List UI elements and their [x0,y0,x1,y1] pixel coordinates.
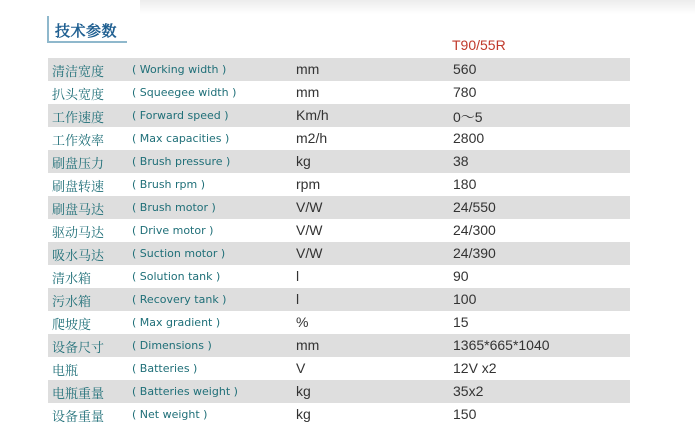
spec-name-cn: 电瓶 [52,364,79,379]
spec-name-cn: 刷盘马达 [52,203,105,218]
spec-name-cn: 扒头宽度 [52,88,105,103]
spec-name-cn: 清洁宽度 [52,65,105,80]
spec-row [48,242,630,265]
spec-unit: m2/h [296,130,328,146]
model-number: T90/55R [452,37,506,53]
spec-row [48,265,630,288]
spec-name-en: ( Brush pressure ) [132,155,231,168]
spec-unit: mm [296,337,320,353]
spec-unit: kg [296,153,311,169]
spec-value: 100 [453,291,477,307]
spec-unit: V/W [296,199,323,215]
spec-unit: Km/h [296,107,329,123]
spec-unit: kg [296,383,311,399]
spec-name-cn: 爬坡度 [52,318,92,333]
spec-name-en: ( Dimensions ) [132,339,212,352]
spec-value: 15 [453,314,469,330]
spec-name-en: ( Batteries weight ) [132,385,238,398]
spec-row [48,150,630,173]
spec-name-en: ( Forward speed ) [132,109,229,122]
spec-table [48,58,630,426]
spec-unit: l [296,268,300,284]
spec-name-cn: 设备尺寸 [52,341,105,356]
spec-unit: V [296,360,306,376]
spec-name-cn: 污水箱 [52,295,92,310]
spec-name-cn: 工作速度 [52,111,105,126]
spec-name-cn: 工作效率 [52,134,105,149]
spec-name-cn: 清水箱 [52,272,92,287]
spec-value: 560 [453,61,477,77]
spec-name-cn: 电瓶重量 [52,387,105,402]
spec-name-en: ( Drive motor ) [132,224,214,237]
spec-row [48,357,630,380]
spec-unit: rpm [296,176,321,192]
spec-value: 12V x2 [453,360,497,376]
spec-unit: % [296,314,309,330]
spec-name-cn: 刷盘转速 [52,180,105,195]
spec-name-en: ( Batteries ) [132,362,198,375]
spec-row [48,173,630,196]
spec-row [48,104,630,127]
spec-value: 38 [453,153,469,169]
spec-value: 780 [453,84,477,100]
spec-name-en: ( Suction motor ) [132,247,226,260]
spec-row [48,311,630,334]
spec-name-en: ( Max gradient ) [132,316,221,329]
spec-name-cn: 吸水马达 [52,249,105,264]
spec-value: 35x2 [453,383,484,399]
spec-value: 0～5 [453,109,483,125]
spec-name-cn: 设备重量 [52,410,105,425]
spec-name-cn: 刷盘压力 [52,157,105,172]
spec-name-en: ( Brush motor ) [132,201,216,214]
spec-name-en: ( Brush rpm ) [132,178,206,191]
spec-value: 90 [453,268,469,284]
spec-value: 150 [453,406,477,422]
spec-row [48,127,630,150]
section-title: 技术参数 [55,22,118,40]
spec-unit: mm [296,61,320,77]
spec-unit: kg [296,406,311,422]
spec-row [48,403,630,426]
spec-value: 24/390 [453,245,496,261]
spec-row [48,196,630,219]
spec-row [48,58,630,81]
spec-name-en: ( Squeegee width ) [132,86,237,99]
spec-value: 180 [453,176,477,192]
spec-row [48,380,630,403]
spec-value: 24/300 [453,222,496,238]
spec-unit: mm [296,84,320,100]
spec-name-en: ( Max capacities ) [132,132,230,145]
spec-name-cn: 驱动马达 [52,226,105,241]
spec-row [48,334,630,357]
spec-value: 2800 [453,130,485,146]
spec-name-en: ( Solution tank ) [132,270,221,283]
spec-value: 24/550 [453,199,496,215]
spec-name-en: ( Recovery tank ) [132,293,227,306]
spec-unit: V/W [296,245,323,261]
spec-name-en: ( Working width ) [132,63,227,76]
spec-row [48,219,630,242]
spec-value: 1365*665*1040 [453,337,550,353]
spec-row [48,81,630,104]
spec-unit: V/W [296,222,323,238]
top-shadow [140,0,695,14]
spec-row [48,288,630,311]
spec-unit: l [296,291,300,307]
spec-name-en: ( Net weight ) [132,408,208,421]
